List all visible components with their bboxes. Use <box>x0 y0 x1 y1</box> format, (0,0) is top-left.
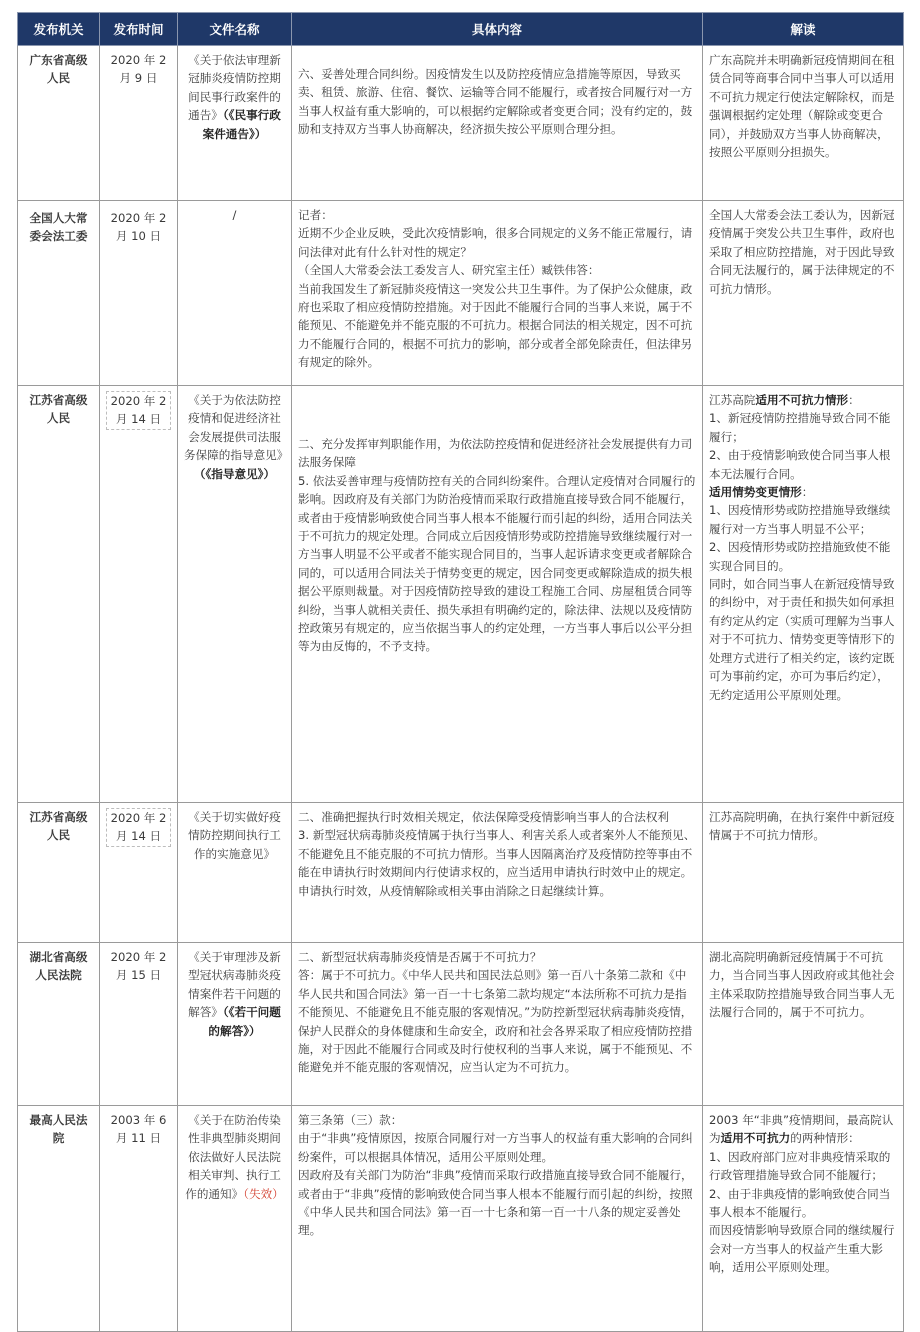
header-doc: 文件名称 <box>178 13 292 46</box>
agency-cell: 广东省高级人民 <box>18 46 100 201</box>
interp-suffix: ： <box>848 393 860 407</box>
content-paragraph: 近期不少企业反映，受此次疫情影响，很多合同规定的义务不能正常履行，请问法律对此有什么针对性的规定？ <box>298 226 693 259</box>
interp-bold: 适用情势变更情形 <box>709 485 802 500</box>
interpretation-paragraph: 江苏高院明确，在执行案件中新冠疫情属于不可抗力情形。 <box>709 810 895 843</box>
date-cell <box>100 386 178 803</box>
interpretation-heading <box>709 1111 897 1148</box>
interp-suffix: 的两种情形： <box>790 1131 860 1146</box>
table-row <box>18 201 904 386</box>
content-paragraph: （全国人大常委会法工委发言人、研究室主任）臧铁伟答： <box>298 263 600 278</box>
interp-bold: 适用不可抗力情形 <box>755 393 849 407</box>
content-paragraph: 3. 新型冠状病毒肺炎疫情属于执行当事人、利害关系人或者案外人不能预见、不能避免且不能克服的不可抗力情形。当事人因隔离治疗及疫情防控等事由不能在申请执行时效期间内行使请求权的，应当适用申请执行时效中止的规定。申请执行时效，从疫情解除或相关事由消除之日起继续计算。 <box>298 828 696 898</box>
table-row <box>18 943 904 1106</box>
doc-cell: / <box>178 201 292 386</box>
content-paragraph: 记者： <box>298 208 333 222</box>
interpretation-heading <box>709 391 897 409</box>
interpretation-item: 而因疫情影响导致原合同的继续履行会对一方当事人的权益产生重大影响，适用公平原则处理。 <box>709 1223 895 1275</box>
content-paragraph: 第三条第（三）款： <box>298 1113 403 1127</box>
doc-cell <box>178 386 292 803</box>
doc-short-name: （《指导意见》） <box>193 466 276 481</box>
header-interpretation: 解读 <box>703 13 904 46</box>
table-row <box>18 803 904 943</box>
date-cell: 2020 年 2 月 15 日 <box>100 943 178 1106</box>
content-paragraph: 5. 依法妥善审理与疫情防控有关的合同纠纷案件。合理认定疫情对合同履行的影响。因政府及有关部门为防治疫情而采取行政措施直接导致合同不能履行，或者由于疫情影响致使合同当事人根本不能履行而引起的纠纷，适用合同法关于不可抗力的规定处理。合同成立后因疫情形势或防控措施导致继续履行对一方当事人明显不公平或者不能实现合同目的，当事人起诉请求变更或者解除合同的，可以适用合同法关于情势变更的规定，因合同变更或解除造成的损失根据公平原则裁量。对于因疫情防控导致的建设工程施工合同、房屋租赁合同等纠纷，当事人就相关责任、损失承担有明确约定的，除法律、法规以及疫情防控政策另有规定的，应当依据当事人的约定处理，一方当事人事后以公平分担等为由反悔的，不予支持。 <box>298 473 696 654</box>
date-cell: 2003 年 6 月 11 日 <box>100 1106 178 1332</box>
date-cell: 2020 年 2 月 9 日 <box>100 46 178 201</box>
interpretation-paragraph: 湖北高院明确新冠疫情属于不可抗力，当合同当事人因政府或其他社会主体采取防控措施导致合同当事人无法履行合同的，属于不可抗力。 <box>709 950 895 1020</box>
content-paragraph: 二、新型冠状病毒肺炎疫情是否属于不可抗力？ <box>298 950 542 964</box>
table-row <box>18 1106 904 1332</box>
content-paragraph: 二、充分发挥审判职能作用，为依法防控疫情和促进经济社会发展提供有力司法服务保障 <box>298 437 693 470</box>
interpretation-cell <box>703 1106 904 1332</box>
header-agency: 发布机关 <box>18 13 100 46</box>
interpretation-cell <box>703 201 904 386</box>
content-paragraph: 答：属于不可抗力。《中华人民共和国民法总则》第一百八十条第二款和《中华人民共和国合同法》第一百一十七条第二款均规定“本法所称不可抗力是指不能预见、不能避免且不能克服的客观情况。”为防控新型冠状病毒肺炎疫情，保护人民群众的身体健康和生命安全，政府和社会各界采取了相应疫情防控措施，对于因此不能履行合同或及时行使权利的当事人来说，属于不能预见、不能避免并不能克服的客观情况，应当认定为不可抗力。 <box>298 968 693 1075</box>
interpretation-item: 2、由于非典疫情的影响致使合同当事人根本不能履行。 <box>709 1186 891 1220</box>
interp-suffix: ： <box>801 485 814 500</box>
content-cell <box>292 943 703 1106</box>
doc-title: 《关于为依法防控疫情和促进经济社会发展提供司法服务保障的指导意见》 <box>184 393 289 463</box>
interpretation-item: 1、因疫情形势或防控措施导致继续履行对一方当事人明显不公平； <box>709 503 891 536</box>
agency-cell: 江苏省高级人民 <box>18 803 100 943</box>
header-content: 具体内容 <box>292 13 703 46</box>
interp-prefix: 2003 年“非典”疫情期间，最高院认为 <box>709 1113 894 1146</box>
table-header-row <box>18 13 904 46</box>
interpretation-cell <box>703 803 904 943</box>
interpretation-item: 2、因疫情形势或防控措施致使不能实现合同目的。 <box>709 540 891 573</box>
regulation-table <box>17 12 904 1332</box>
content-cell <box>292 803 703 943</box>
agency-cell: 湖北省高级人民法院 <box>18 943 100 1106</box>
table-row <box>18 46 904 201</box>
date-cell: 2020 年 2 月 10 日 <box>100 201 178 386</box>
content-cell <box>292 46 703 201</box>
doc-cell <box>178 46 292 201</box>
date-boxed: 2020 年 2 月 14 日 <box>106 391 171 430</box>
doc-short-name: （《民事行政案件通告》） <box>202 108 281 141</box>
interpretation-item: 1、新冠疫情防控措施导致合同不能履行； <box>709 411 891 444</box>
doc-short-name: （《若干问题的解答》） <box>208 1005 281 1038</box>
content-paragraph: 因政府及有关部门为防治“非典”疫情而采取行政措施直接导致合同不能履行，或者由于“非典”疫情的影响致使合同当事人根本不能履行而引起的纠纷，按照《中华人民共和国合同法》第一百一十七条和第一百一十八条的规定妥善处理。 <box>298 1168 693 1238</box>
top-strip <box>0 0 920 12</box>
interpretation-cell <box>703 943 904 1106</box>
agency-cell: 最高人民法院 <box>18 1106 100 1332</box>
interpretation-item: 同时，如合同当事人在新冠疫情导致的纠纷中，对于责任和损失如何承担有约定从约定（实质可理解为当事人对于不可抗力、情势变更等情形下的处理方式进行了相关约定，该约定既可为事前约定，亦可为事后约定），无约定适用公平原则处理。 <box>709 577 895 702</box>
interpretation-item: 1、因政府部门应对非典疫情采取的行政管理措施导致合同不能履行； <box>709 1149 891 1183</box>
interpretation-cell <box>703 386 904 803</box>
interpretation-paragraph: 广东高院并未明确新冠疫情期间在租赁合同等商事合同中当事人可以适用不可抗力规定行使法定解除权，而是强调根据约定处理（解除或变更合同），并鼓励双方当事人协商解决，按照公平原则分担损失。 <box>709 53 895 160</box>
content-paragraph: 六、妥善处理合同纠纷。因疫情发生以及防控疫情应急措施等原因，导致买卖、租赁、旅游、住宿、餐饮、运输等合同不能履行，或者按合同履行对一方当事人权益有重大影响的，可以根据约定解除或者变更合同；没有约定的，鼓励和支持双方当事人协商解决，经济损失按公平原则合理分担。 <box>298 67 693 137</box>
doc-cell <box>178 1106 292 1332</box>
date-cell <box>100 803 178 943</box>
content-paragraph: 当前我国发生了新冠肺炎疫情这一突发公共卫生事件。为了保护公众健康，政府也采取了相应疫情防控措施。对于因此不能履行合同的当事人来说，属于不能预见、不能避免并不能克服的不可抗力。根据合同法的相关规定，因不可抗力不能履行合同的，根据不可抗力的影响，部分或者全部免除责任，但法律另有规定的除外。 <box>298 281 693 370</box>
interp-bold: 适用不可抗力 <box>720 1131 791 1146</box>
agency-cell: 全国人大常委会法工委 <box>18 201 100 386</box>
interp-prefix: 江苏高院 <box>709 393 756 407</box>
doc-cell <box>178 943 292 1106</box>
interpretation-paragraph: 全国人大常委会法工委认为，因新冠疫情属于突发公共卫生事件，政府也采取了相应防控措施，对于因此导致合同无法履行的，属于法律规定的不可抗力情形。 <box>709 208 895 296</box>
agency-cell: 江苏省高级人民 <box>18 386 100 803</box>
doc-title: 《关于依法审理新冠肺炎疫情防控期间民事行政案件的通告》 <box>188 53 281 123</box>
content-paragraph: 由于“非典”疫情原因，按原合同履行对一方当事人的权益有重大影响的合同纠纷案件，可以根据具体情况，适用公平原则处理。 <box>298 1131 693 1164</box>
table-row <box>18 386 904 803</box>
content-cell <box>292 1106 703 1332</box>
invalid-status-badge: （失效） <box>243 1186 284 1201</box>
doc-cell: 《关于切实做好疫情防控期间执行工作的实施意见》 <box>178 803 292 943</box>
interpretation-item: 2、由于疫情影响致使合同当事人根本无法履行合同。 <box>709 448 891 481</box>
content-cell <box>292 201 703 386</box>
interpretation-heading <box>709 483 897 501</box>
date-boxed: 2020 年 2 月 14 日 <box>106 808 171 847</box>
doc-title: 《关于审理涉及新型冠状病毒肺炎疫情案件若干问题的解答》 <box>188 950 281 1020</box>
doc-title: 《关于在防治传染性非典型肺炎期间依法做好人民法院相关审判、执行工作的通知》 <box>185 1113 281 1201</box>
interpretation-cell <box>703 46 904 201</box>
content-paragraph: 二、准确把握执行时效相关规定，依法保障受疫情影响当事人的合法权利 <box>298 810 670 824</box>
content-cell <box>292 386 703 803</box>
header-date: 发布时间 <box>100 13 178 46</box>
